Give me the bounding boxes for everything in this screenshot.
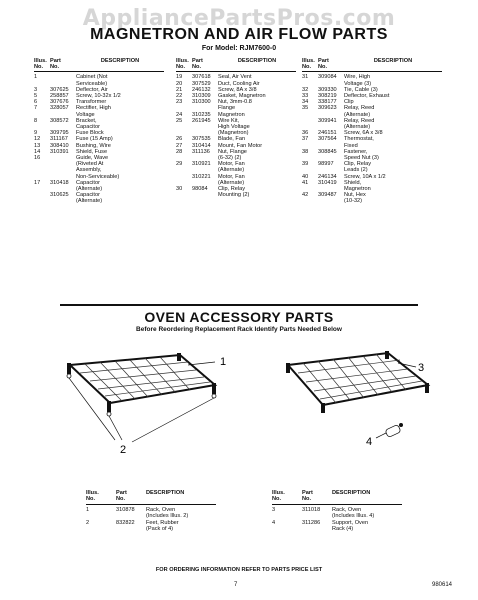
part-number: 307529 — [192, 80, 211, 87]
parts-row — [34, 155, 164, 180]
illus-number: 39 — [302, 161, 309, 168]
illus-number: 23 — [176, 99, 183, 106]
part-number: 261945 — [192, 117, 211, 124]
rack-support-part — [385, 423, 403, 438]
part-description: Thermostat, Fixed — [344, 136, 374, 149]
part-description: Motor, Fan (Alternate) — [218, 173, 245, 186]
parts-row — [302, 180, 442, 192]
part-number: 832822 — [116, 519, 135, 526]
part-number: 311136 — [192, 148, 210, 155]
part-description: Nut, Hex (10-32) — [344, 192, 366, 205]
illus-number: 36 — [302, 130, 309, 137]
illus-number: 42 — [302, 192, 309, 199]
document-code: 980614 — [432, 582, 453, 588]
part-description: Tie, Cable (3) — [344, 86, 378, 93]
illus-number: 2 — [86, 519, 90, 526]
part-description: Screw, 8A x 3/8 — [218, 86, 257, 93]
part-number: 310300 — [192, 99, 211, 106]
illus-number: 40 — [302, 173, 309, 180]
part-number: 308410 — [50, 142, 69, 149]
column-header — [176, 58, 296, 72]
part-number: 310414 — [192, 142, 211, 149]
parts-row — [34, 74, 164, 86]
header-illus: Illus. No. — [34, 58, 47, 71]
callout-4: 4 — [366, 436, 373, 448]
parts-row — [176, 186, 296, 198]
page-number: 7 — [234, 582, 238, 588]
part-description: Feet, Rubber (Pack of 4) — [146, 519, 179, 533]
illus-number: 38 — [302, 148, 309, 155]
part-description: Nut, 3mm-0.8 Flange — [218, 99, 252, 112]
parts-row — [176, 99, 296, 111]
part-description: Rectifier, High Voltage — [76, 105, 111, 118]
illus-number: 3 — [34, 86, 38, 93]
part-number: 310418 — [50, 179, 69, 186]
illus-number: 26 — [176, 136, 183, 143]
illus-number: 30 — [176, 186, 183, 193]
illus-number: 35 — [302, 105, 309, 112]
part-number: 310625 — [50, 192, 69, 199]
illus-number: 22 — [176, 93, 183, 100]
part-number: 307564 — [318, 136, 337, 143]
callout-1: 1 — [220, 356, 227, 368]
part-description: Screw, 10A x 1/2 — [344, 173, 386, 180]
illus-number: 21 — [176, 86, 183, 93]
part-description: Magnetron — [218, 111, 245, 118]
illus-number: 6 — [34, 99, 38, 106]
illus-number: 4 — [272, 519, 276, 526]
model-line: For Model: RJM7600-0 — [201, 45, 277, 52]
part-description: Clip — [344, 99, 354, 106]
accessory-row — [272, 520, 402, 533]
accessory-row — [86, 507, 216, 520]
part-number — [50, 74, 76, 86]
part-description: Nut, Flange (6-32) (2) — [218, 148, 247, 162]
parts-row — [302, 192, 442, 204]
part-number: 308572 — [50, 117, 69, 124]
part-number: 309623 — [318, 105, 337, 112]
callout-3: 3 — [418, 362, 425, 374]
part-number: 328057 — [50, 105, 69, 112]
part-number — [50, 155, 76, 180]
part-description: Wire, High Voltage (3) — [344, 74, 372, 87]
parts-row — [176, 118, 296, 137]
accessory-row — [272, 507, 402, 520]
parts-row — [176, 174, 296, 186]
parts-row — [302, 118, 442, 130]
part-number: 98997 — [318, 161, 334, 168]
oven-rack-1-illustration — [40, 345, 240, 460]
illus-number — [34, 192, 50, 204]
part-number: 307618 — [192, 74, 211, 81]
header-illus: Illus. No. — [272, 490, 285, 503]
part-description: Seal, Air Vent — [218, 74, 252, 81]
part-description: Capacitor (Alternate) — [76, 192, 103, 205]
illus-number: 37 — [302, 136, 309, 143]
part-description: Clip, Relay Mounting (2) — [218, 186, 250, 199]
part-number: 310221 — [192, 173, 211, 180]
part-description: Fuse (15 Amp) — [76, 136, 113, 143]
part-number: 307625 — [50, 86, 69, 93]
callout-2: 2 — [120, 444, 127, 456]
illus-number: 19 — [176, 74, 183, 81]
part-number: 307535 — [192, 136, 211, 143]
accessory-title: OVEN ACCESSORY PARTS — [144, 309, 334, 325]
accessory-table-2 — [272, 490, 402, 532]
illus-number: 8 — [34, 117, 38, 124]
parts-row — [302, 136, 442, 148]
part-number: 309795 — [50, 130, 69, 137]
section-divider — [60, 304, 418, 306]
accessory-table-header — [272, 490, 402, 505]
illus-number — [176, 174, 192, 186]
illus-number: 1 — [86, 506, 90, 513]
part-number: 311167 — [50, 136, 68, 143]
part-number: 98084 — [192, 186, 208, 193]
header-part: Part No. — [116, 490, 127, 503]
part-description: Bushing, Wire — [76, 142, 111, 149]
illus-number: 16 — [34, 155, 41, 162]
part-description: Fastener, Speed Nut (3) — [344, 148, 379, 162]
illus-number: 27 — [176, 142, 183, 149]
column-header — [34, 58, 164, 72]
page-title: MAGNETRON AND AIR FLOW PARTS — [90, 26, 388, 43]
header-part: Part No. — [318, 58, 329, 71]
parts-row — [302, 161, 442, 173]
part-number: 310419 — [318, 179, 337, 186]
header-description: DESCRIPTION — [237, 58, 277, 64]
parts-column-1 — [34, 58, 164, 205]
header-description: DESCRIPTION — [146, 490, 185, 496]
oven-rack-2-illustration — [268, 345, 448, 470]
part-number: 246132 — [192, 86, 211, 93]
parts-row — [176, 149, 296, 161]
part-number: 258857 — [50, 93, 69, 100]
part-number: 310391 — [50, 148, 69, 155]
illus-number: 29 — [176, 161, 183, 168]
part-description: Duct, Cooling Air — [218, 80, 260, 87]
part-description: Wire Kit, High Voltage (Magnetron) — [218, 117, 250, 137]
parts-row — [34, 118, 164, 130]
part-number: 311286 — [302, 519, 321, 526]
illus-number — [302, 118, 318, 130]
part-description: Support, Oven Rack (4) — [332, 519, 369, 533]
illus-number: 41 — [302, 179, 309, 186]
part-description: Deflector, Air — [76, 86, 108, 93]
header-part: Part No. — [50, 58, 61, 71]
illus-number: 24 — [176, 111, 183, 118]
accessory-subtitle: Before Reordering Replacement Rack Identify Parts Needed Below — [136, 326, 342, 333]
column-header — [302, 58, 442, 72]
illus-number: 1 — [34, 74, 38, 81]
accessory-table-1 — [86, 490, 216, 532]
illus-number: 5 — [34, 93, 38, 100]
illus-number: 20 — [176, 80, 183, 87]
parts-row — [34, 180, 164, 192]
header-part: Part No. — [192, 58, 203, 71]
header-illus: Illus. No. — [302, 58, 315, 71]
parts-row — [302, 105, 442, 117]
header-illus: Illus. No. — [86, 490, 99, 503]
part-number: 246151 — [318, 130, 337, 137]
parts-column-2 — [176, 58, 296, 198]
parts-row — [34, 105, 164, 117]
illus-number: 33 — [302, 93, 309, 100]
part-number: 309084 — [318, 74, 337, 81]
accessory-row — [86, 520, 216, 533]
illus-number: 17 — [34, 179, 41, 186]
parts-row — [34, 192, 164, 204]
part-description: Mount, Fan Motor — [218, 142, 263, 149]
part-number: 310309 — [192, 93, 211, 100]
part-number: 307676 — [50, 99, 69, 106]
parts-column-3 — [302, 58, 442, 205]
part-number: 308845 — [318, 148, 337, 155]
illus-number: 12 — [34, 136, 41, 143]
watermark: AppliancePartsPros.com — [82, 6, 396, 31]
part-number: 246134 — [318, 173, 337, 180]
header-description: DESCRIPTION — [373, 58, 413, 64]
part-number: 308219 — [318, 93, 337, 100]
illus-number: 32 — [302, 86, 309, 93]
part-description: Blade, Fan — [218, 136, 246, 143]
header-part: Part No. — [302, 490, 313, 503]
part-number: 309941 — [318, 117, 337, 124]
illus-number: 28 — [176, 148, 183, 155]
part-number: 310235 — [192, 111, 211, 118]
part-description: Relay, Reed (Alternate) — [344, 105, 375, 118]
parts-row — [302, 74, 442, 86]
part-description: Fuse Block — [76, 130, 104, 137]
part-number: 338177 — [318, 99, 337, 106]
illus-number: 31 — [302, 74, 309, 81]
header-description: DESCRIPTION — [100, 58, 140, 64]
part-description: Relay, Reed (Alternate) — [344, 117, 375, 131]
part-description: Gasket, Magnetron — [218, 93, 266, 100]
parts-row — [176, 161, 296, 173]
illus-number: 3 — [272, 506, 276, 513]
header-description: DESCRIPTION — [332, 490, 371, 496]
part-number: 311018 — [302, 506, 321, 513]
part-number: 309487 — [318, 192, 337, 199]
part-description: Clip, Relay Leads (2) — [344, 161, 372, 174]
part-description: Motor, Fan (Alternate) — [218, 161, 245, 174]
part-number: 310921 — [192, 161, 211, 168]
part-description: Shield, Fuse — [76, 148, 108, 155]
part-number: 310878 — [116, 506, 135, 513]
part-number: 309330 — [318, 86, 337, 93]
parts-row — [302, 149, 442, 161]
ordering-footer: FOR ORDERING INFORMATION REFER TO PARTS PRICE LIST — [155, 567, 323, 573]
part-description: Deflector, Exhaust — [344, 93, 390, 100]
part-description: Rack, Oven (Includes Illus. 4) — [332, 506, 375, 520]
illus-number: 34 — [302, 99, 309, 106]
part-description: Guide, Wave (Riveted At Assembly, Non-Serviceable) — [76, 155, 120, 180]
part-description: Bracket, Capacitor — [76, 117, 100, 131]
illus-number: 9 — [34, 130, 38, 137]
part-description: Cabinet (Not Serviceable) — [76, 74, 108, 87]
part-description: Screw, 10-32x 1/2 — [76, 93, 121, 100]
accessory-table-header — [86, 490, 216, 505]
part-description: Screw, 6A x 3/8 — [344, 130, 383, 137]
header-illus: Illus. No. — [176, 58, 189, 71]
part-description: Capacitor (Alternate) — [76, 179, 103, 193]
part-description: Transformer — [76, 99, 107, 106]
illus-number: 13 — [34, 142, 41, 149]
illus-number: 25 — [176, 117, 183, 124]
illus-number: 14 — [34, 148, 41, 155]
illus-number: 7 — [34, 105, 38, 112]
part-description: Shield, Magnetron — [344, 179, 371, 193]
part-description: Rack, Oven (Includes Illus. 2) — [146, 506, 189, 520]
